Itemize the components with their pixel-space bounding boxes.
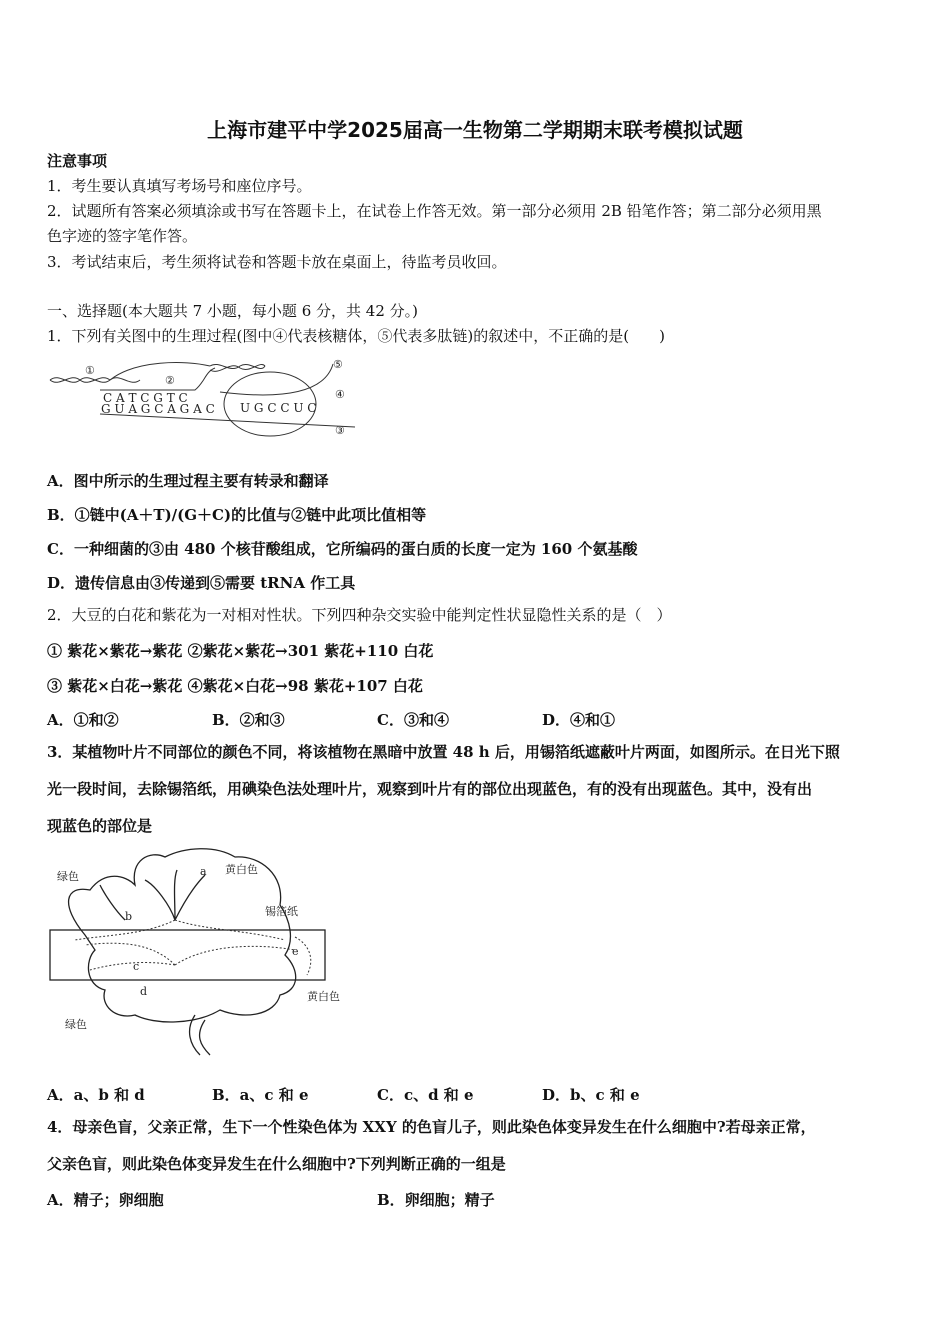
q3-option-b: B．a、c 和 e — [212, 1086, 309, 1104]
q2-cross-line: ① 紫花×紫花→紫花 ②紫花×紫花→301 紫花+110 白花 — [47, 642, 434, 660]
q3-option-d: D．b、c 和 e — [542, 1086, 640, 1104]
label-5: ⑤ — [333, 358, 343, 371]
label-2: ② — [165, 374, 175, 387]
transcription-translation-diagram — [45, 352, 365, 442]
notice-item: 色字迹的签字笔作答。 — [47, 227, 198, 245]
section-heading: 一、选择题(本大题共 7 小题，每小题 6 分，共 42 分。) — [47, 302, 418, 320]
q2-option-a: A．①和② — [47, 711, 119, 729]
q1-option-a: A．图中所示的生理过程主要有转录和翻译 — [47, 472, 329, 490]
q2-option-b: B．②和③ — [212, 711, 285, 729]
ribosome-sequence: U G C C U C — [240, 401, 317, 415]
label-foil: 锡箔纸 — [265, 905, 298, 918]
q1-option-b: B．①链中(A＋T)/(G＋C)的比值与②链中此项比值相等 — [47, 506, 427, 524]
q3-option-c: C．c、d 和 e — [377, 1086, 474, 1104]
question-4-stem: 4．母亲色盲，父亲正常，生下一个性染色体为 XXY 的色盲儿子，则此染色体变异发生在什么细胞中?若母亲正常， — [47, 1118, 816, 1136]
q3-option-a: A．a、b 和 d — [47, 1086, 145, 1104]
q4-option-a: A．精子；卵细胞 — [47, 1191, 164, 1209]
question-4-stem: 父亲色盲，则此染色体变异发生在什么细胞中?下列判断正确的一组是 — [47, 1155, 506, 1173]
question-3-stem: 3．某植物叶片不同部位的颜色不同，将该植物在黑暗中放置 48 h 后，用锡箔纸遮蔽叶片两面，如图所示。在日光下照 — [47, 743, 840, 761]
label-yellow-bottom: 黄白色 — [307, 990, 340, 1003]
q4-option-b: B．卵细胞；精子 — [377, 1191, 495, 1209]
question-3-stem: 光一段时间，去除锡箔纸，用碘染色法处理叶片，观察到叶片有的部位出现蓝色，有的没有出现蓝色。其中，没有出 — [47, 780, 813, 798]
label-3: ③ — [335, 424, 345, 437]
notice-item: 3．考试结束后，考生须将试卷和答题卡放在桌面上，待监考员收回。 — [47, 253, 507, 271]
notice-heading: 注意事项 — [47, 152, 108, 170]
q2-option-c: C．③和④ — [377, 711, 449, 729]
q2-option-d: D．④和① — [542, 711, 616, 729]
label-b: b — [125, 910, 133, 923]
label-c: c — [133, 960, 140, 973]
label-d: d — [140, 985, 148, 998]
label-a: a — [200, 865, 207, 878]
dna-sequence: C A T C G T C — [103, 391, 188, 405]
label-yellow-top: 黄白色 — [225, 863, 258, 876]
question-2-stem: 2．大豆的白花和紫花为一对相对性状。下列四种杂交实验中能判定性状显隐性关系的是（ ） — [47, 606, 672, 624]
question-3-stem: 现蓝色的部位是 — [47, 817, 153, 835]
label-e: e — [292, 945, 299, 958]
question-1-stem: 1．下列有关图中的生理过程(图中④代表核糖体，⑤代表多肽链)的叙述中，不正确的是( ) — [47, 327, 665, 345]
label-green-bottom: 绿色 — [65, 1018, 87, 1031]
mrna-sequence: G U A G C A G A C — [101, 402, 215, 416]
notice-item: 2．试题所有答案必须填涂或书写在答题卡上，在试卷上作答无效。第一部分必须用 2B 铅笔作答；第二部分必须用黑 — [47, 202, 822, 220]
q1-option-c: C．一种细菌的③由 480 个核苷酸组成，它所编码的蛋白质的长度一定为 160 个氨基酸 — [47, 540, 638, 558]
label-green-top: 绿色 — [57, 870, 79, 883]
q2-cross-line: ③ 紫花×白花→紫花 ④紫花×白花→98 紫花+107 白花 — [47, 677, 423, 695]
label-1: ① — [85, 364, 95, 377]
q1-option-d: D．遗传信息由③传递到⑤需要 tRNA 作工具 — [47, 574, 356, 592]
leaf-diagram — [45, 845, 365, 1060]
label-4: ④ — [335, 388, 345, 401]
notice-item: 1．考生要认真填写考场号和座位序号。 — [47, 177, 312, 195]
page-title: 上海市建平中学2025届高一生物第二学期期末联考模拟试题 — [207, 118, 743, 142]
